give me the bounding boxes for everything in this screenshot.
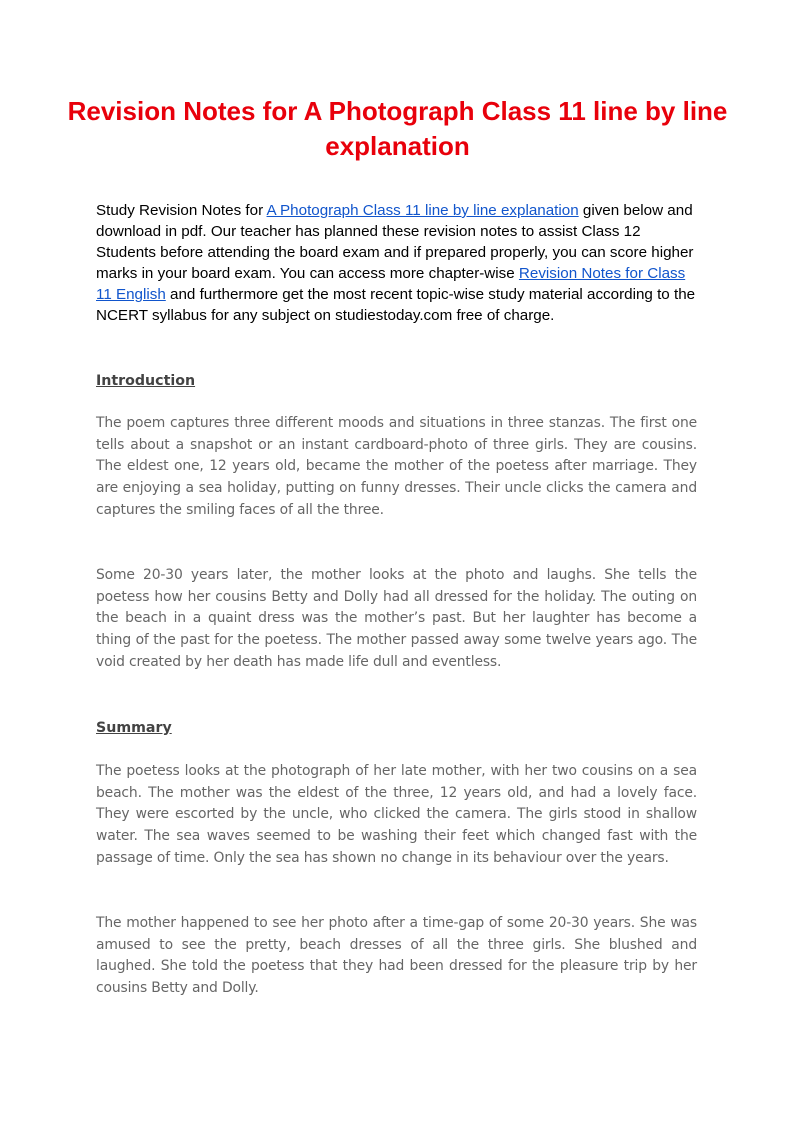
intro-text-2: given below and download in pdf. Our teacher has planned these revision notes to assist Class 12 Students before attending the board exam and if prepared properly, you can score higher marks in your board exam. You can access more chapter-wise	[96, 202, 694, 283]
revision-notes-link[interactable]: Revision Notes for Class 11 English	[96, 265, 686, 304]
intro-text-1: Study Revision Notes for	[96, 202, 267, 219]
introduction-paragraph-1: The poem captures three different moods and situations in three stanzas. The first one tells about a snapshot or an instant cardboard-photo of three girls. They are cousins. The eldest one, 12 years old, became the mother of the poetess after marriage. They are enjoying a sea holiday, putting on funny dresses. Their uncle clicks the camera and captures the smiling faces of all the three.	[96, 415, 697, 518]
summary-heading: Summary	[96, 720, 172, 736]
summary-paragraph-2: The mother happened to see her photo after a time-gap of some 20-30 years. She was amused to see the pretty, beach dresses of all the three girls. She blushed and laughed. She told the poetess that they had been dressed for the pleasure trip by her cousins Betty and Dolly.	[96, 915, 697, 997]
chapter-link[interactable]: A Photograph Class 11 line by line explanation	[266, 202, 579, 219]
intro-text-3: and furthermore get the most recent topic-wise study material according to the NCERT syllabus for any subject on studiestoday.com free of charge.	[96, 286, 696, 325]
page-title: Revision Notes for A Photograph Class 11 line by line explanation	[67, 96, 728, 161]
summary-paragraph-1: The poetess looks at the photograph of her late mother, with her two cousins on a sea beach. The mother was the eldest of the three, 12 years old, and had a lovely face. They were escorted by the uncle, who clicked the camera. The girls stood in shallow water. The sea waves seemed to be washing their feet which changed fast with the passage of time. Only the sea has shown no change in its behaviour over the years.	[96, 763, 697, 866]
intro-paragraph	[96, 200, 700, 327]
introduction-heading: Introduction	[96, 373, 196, 389]
introduction-paragraph-2: Some 20-30 years later, the mother looks at the photo and laughs. She tells the poetess how her cousins Betty and Dolly had all dressed for the holiday. The outing on the beach in a quaint dress was the mother’s past. But her laughter has become a thing of the past for the poetess. The mother passed away some twelve years ago. The void created by her death has made life dull and eventless.	[96, 567, 697, 670]
